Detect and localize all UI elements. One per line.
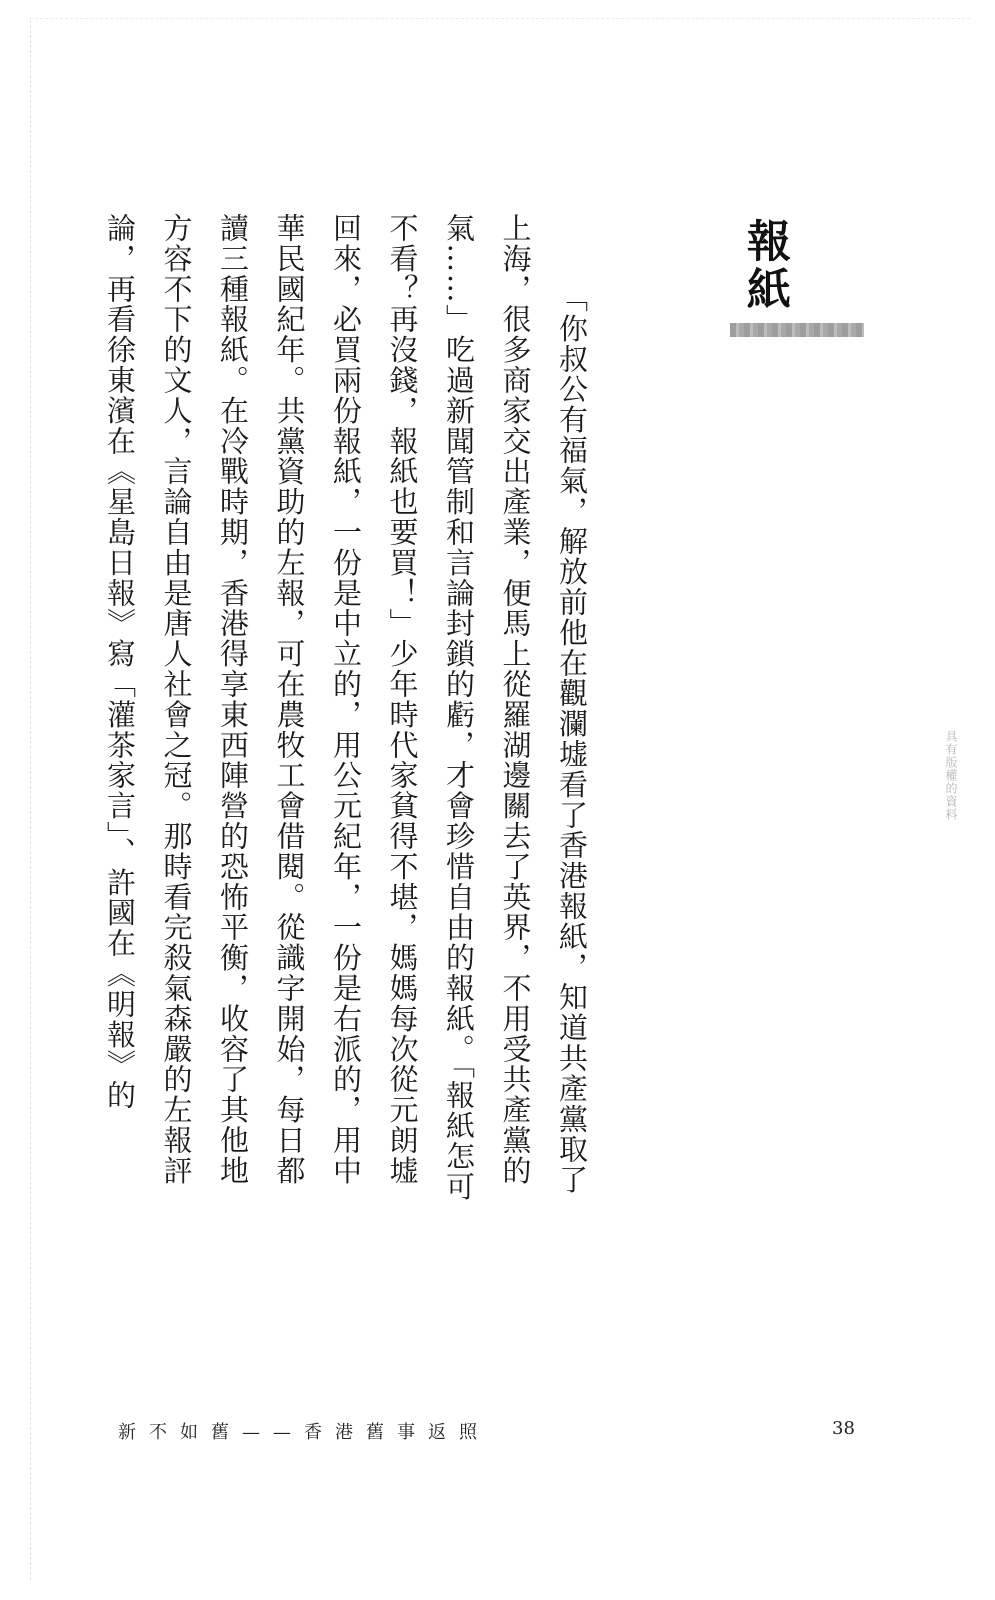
page-edge-top — [30, 18, 970, 19]
paragraph: 「你叔公有福氣，解放前他在觀瀾墟看了香港報紙，知道共產黨取了上海，很多商家交出產業，便馬上從羅湖邊關去了英界，不用受共產黨的氣……」吃過新聞管制和言論封鎖的虧，才會珍惜自由的報紙。「報紙怎可不看？再沒錢，報紙也要買！」少年時代家貧得不堪，媽媽每次從元朗墟回來，必買兩份報紙，一份是中立的，用公元紀年，一份是右派的，用中華民國紀年。共黨資助的左報，可在農牧工會借閱。從識字開始，每日都讀三種報紙。在冷戰時期，香港得享東西陣營的恐怖平衡，收容了其他地方容不下的文人，言論自由是唐人社會之冠。那時看完殺氣森嚴的左報評論，再看徐東濱在《星島日報》寫「灌茶家言」、許國在《明報》的 — [103, 213, 589, 1202]
page-number: 38 — [832, 1418, 855, 1439]
copyright-side-note: 具有版權的資料 — [944, 730, 958, 821]
chapter-title: 報紙 — [739, 218, 790, 314]
page-edge-left — [30, 20, 31, 1580]
footer-book-title: 新不如舊——香港舊事返照 — [118, 1422, 490, 1443]
body-text — [92, 213, 601, 1203]
title-underline-bar — [730, 323, 864, 337]
